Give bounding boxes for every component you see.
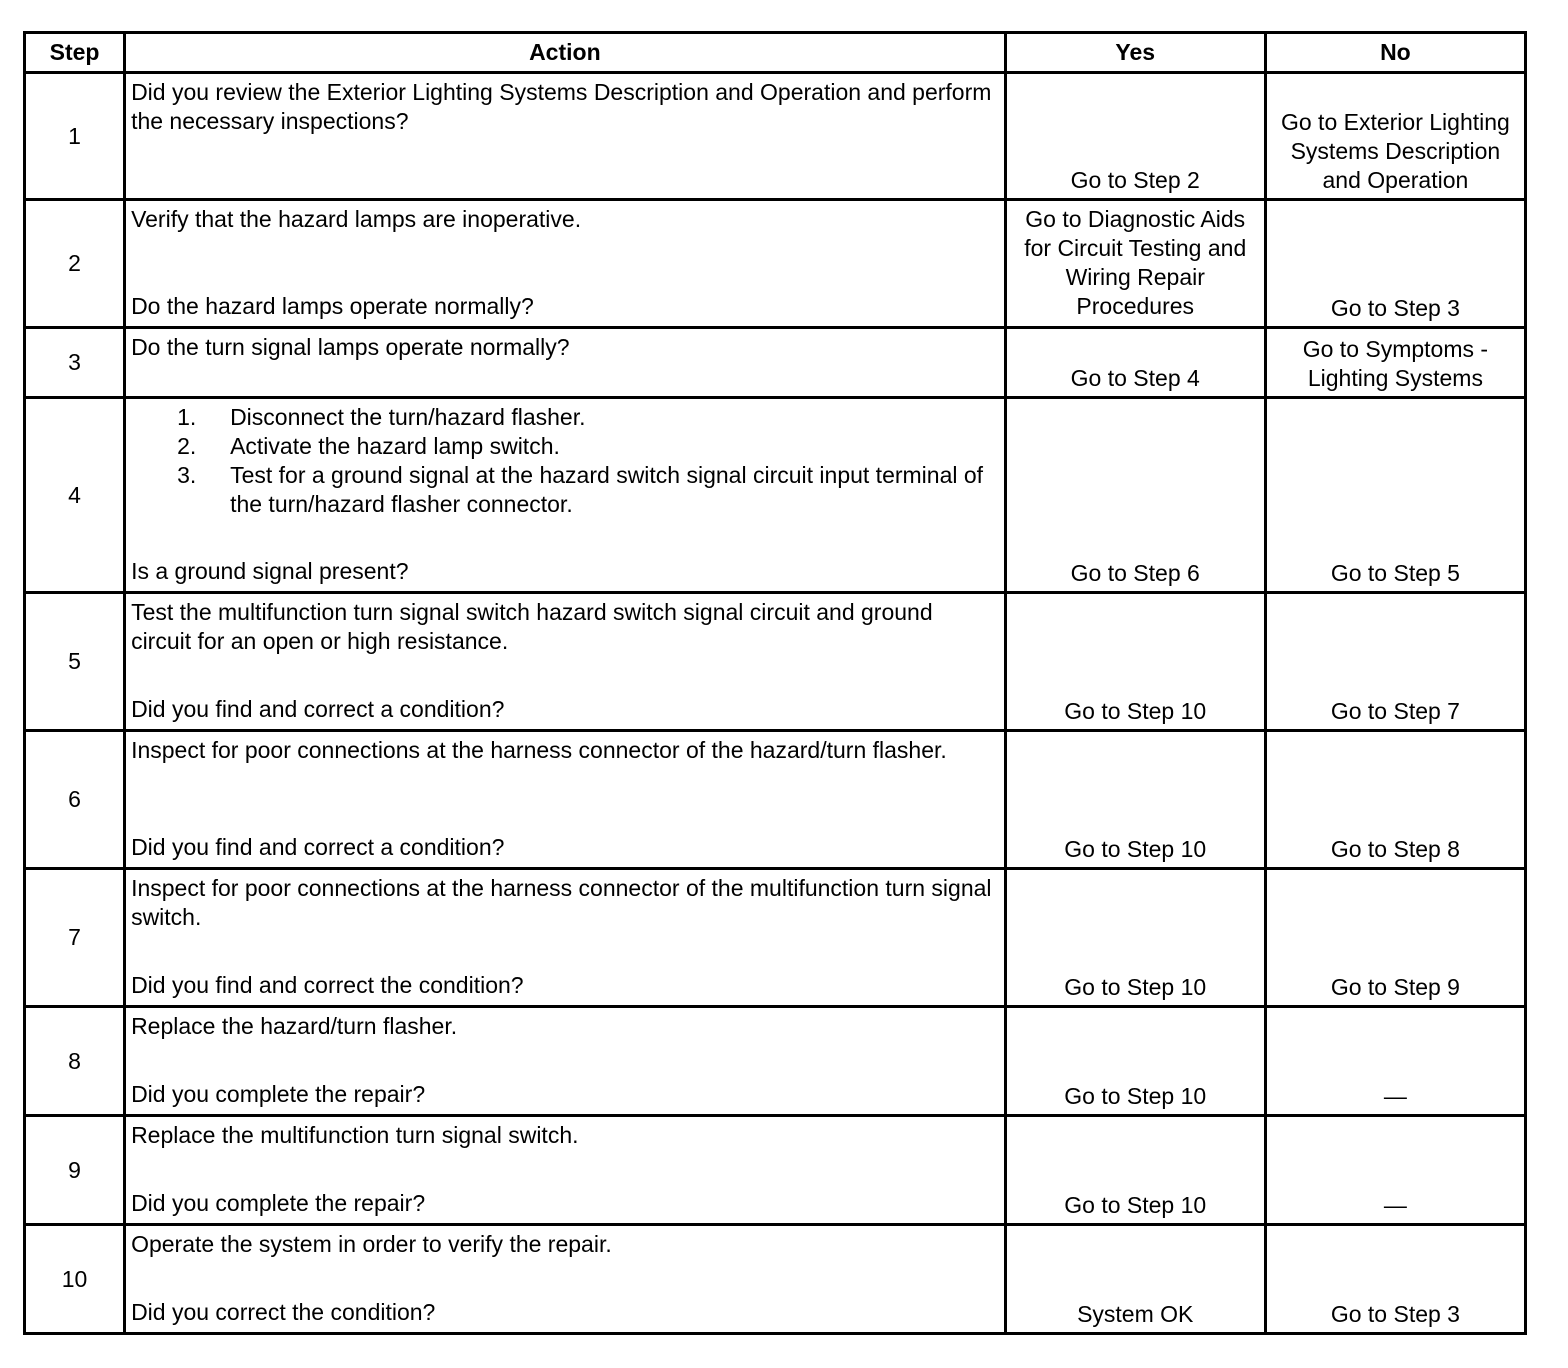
yes-cell: Go to Step 4 <box>1005 328 1265 398</box>
action-cell <box>125 200 1006 328</box>
step-number: 10 <box>25 1225 125 1334</box>
action-question: Did you complete the repair? <box>131 1081 426 1107</box>
yes-cell: Go to Diagnostic Aids for Circuit Testing and Wiring Repair Procedures <box>1005 200 1265 328</box>
action-question: Do the hazard lamps operate normally? <box>131 293 534 319</box>
yes-cell: Go to Step 10 <box>1005 1007 1265 1116</box>
procedure-step-number: 1. <box>177 404 197 430</box>
yes-cell: Go to Step 10 <box>1005 593 1265 731</box>
action-cell <box>125 869 1006 1007</box>
yes-cell: Go to Step 10 <box>1005 731 1265 869</box>
action-instruction: Operate the system in order to verify the repair. <box>131 1231 612 1257</box>
no-cell: Go to Step 5 <box>1265 398 1525 593</box>
action-instruction: Inspect for poor connections at the harness connector of the hazard/turn flasher. <box>131 737 947 763</box>
header-yes: Yes <box>1005 33 1265 73</box>
action-instruction: Replace the hazard/turn flasher. <box>131 1013 458 1039</box>
action-instruction: Verify that the hazard lamps are inoperative. <box>131 206 582 232</box>
action-instruction: Test the multifunction turn signal switch hazard switch signal circuit and ground circuit for an open or high resistance. <box>131 599 933 654</box>
action-question: Did you correct the condition? <box>131 1299 436 1325</box>
step-number: 2 <box>25 200 125 328</box>
yes-cell: Go to Step 2 <box>1005 73 1265 200</box>
header-step: Step <box>25 33 125 73</box>
procedure-step <box>131 432 998 461</box>
yes-cell: Go to Step 10 <box>1005 1116 1265 1225</box>
step-number: 1 <box>25 73 125 200</box>
no-cell: — <box>1265 1007 1525 1116</box>
yes-cell: Go to Step 6 <box>1005 398 1265 593</box>
action-cell <box>125 1225 1006 1334</box>
step-number: 5 <box>25 593 125 731</box>
no-cell: Go to Step 3 <box>1265 1225 1525 1334</box>
procedure-step <box>131 461 998 519</box>
table-row <box>25 328 1526 398</box>
table-row <box>25 1116 1526 1225</box>
no-cell: Go to Symptoms - Lighting Systems <box>1265 328 1525 398</box>
table-row <box>25 398 1526 593</box>
action-cell <box>125 593 1006 731</box>
no-cell: Go to Step 7 <box>1265 593 1525 731</box>
action-instruction: Did you review the Exterior Lighting Systems Description and Operation and perform the necessary inspections? <box>131 79 992 134</box>
table-row <box>25 200 1526 328</box>
table-row <box>25 73 1526 200</box>
action-cell <box>125 1007 1006 1116</box>
action-cell <box>125 328 1006 398</box>
procedure-step-text: Activate the hazard lamp switch. <box>230 433 560 459</box>
yes-cell: Go to Step 10 <box>1005 869 1265 1007</box>
table-row <box>25 1007 1526 1116</box>
table-row <box>25 869 1526 1007</box>
step-number: 4 <box>25 398 125 593</box>
procedure-step-text: Disconnect the turn/hazard flasher. <box>230 404 586 430</box>
action-instruction: Inspect for poor connections at the harness connector of the multifunction turn signal switch. <box>131 875 992 930</box>
action-question: Did you find and correct a condition? <box>131 696 505 722</box>
table-row <box>25 731 1526 869</box>
action-cell <box>125 731 1006 869</box>
procedure-list <box>131 403 998 519</box>
diagnostic-table <box>23 31 1527 1335</box>
step-number: 9 <box>25 1116 125 1225</box>
action-question: Did you complete the repair? <box>131 1190 426 1216</box>
header-no: No <box>1265 33 1525 73</box>
action-instruction: Replace the multifunction turn signal switch. <box>131 1122 579 1148</box>
table-row <box>25 593 1526 731</box>
header-action: Action <box>125 33 1006 73</box>
action-question: Did you find and correct a condition? <box>131 834 505 860</box>
no-cell: Go to Step 3 <box>1265 200 1525 328</box>
step-number: 3 <box>25 328 125 398</box>
action-question: Is a ground signal present? <box>131 558 409 584</box>
action-cell <box>125 73 1006 200</box>
procedure-step <box>131 403 998 432</box>
procedure-step-number: 2. <box>177 433 197 459</box>
table-row <box>25 1225 1526 1334</box>
yes-cell: System OK <box>1005 1225 1265 1334</box>
step-number: 6 <box>25 731 125 869</box>
no-cell: — <box>1265 1116 1525 1225</box>
no-cell: Go to Step 9 <box>1265 869 1525 1007</box>
header-row <box>25 33 1526 73</box>
action-cell <box>125 1116 1006 1225</box>
no-cell: Go to Step 8 <box>1265 731 1525 869</box>
step-number: 7 <box>25 869 125 1007</box>
action-question: Did you find and correct the condition? <box>131 972 524 998</box>
action-cell <box>125 398 1006 593</box>
procedure-step-text: Test for a ground signal at the hazard switch signal circuit input terminal of the turn/hazard flasher connector. <box>230 462 984 517</box>
action-instruction: Do the turn signal lamps operate normally? <box>131 334 570 360</box>
step-number: 8 <box>25 1007 125 1116</box>
procedure-step-number: 3. <box>177 462 197 488</box>
no-cell: Go to Exterior Lighting Systems Description and Operation <box>1265 73 1525 200</box>
